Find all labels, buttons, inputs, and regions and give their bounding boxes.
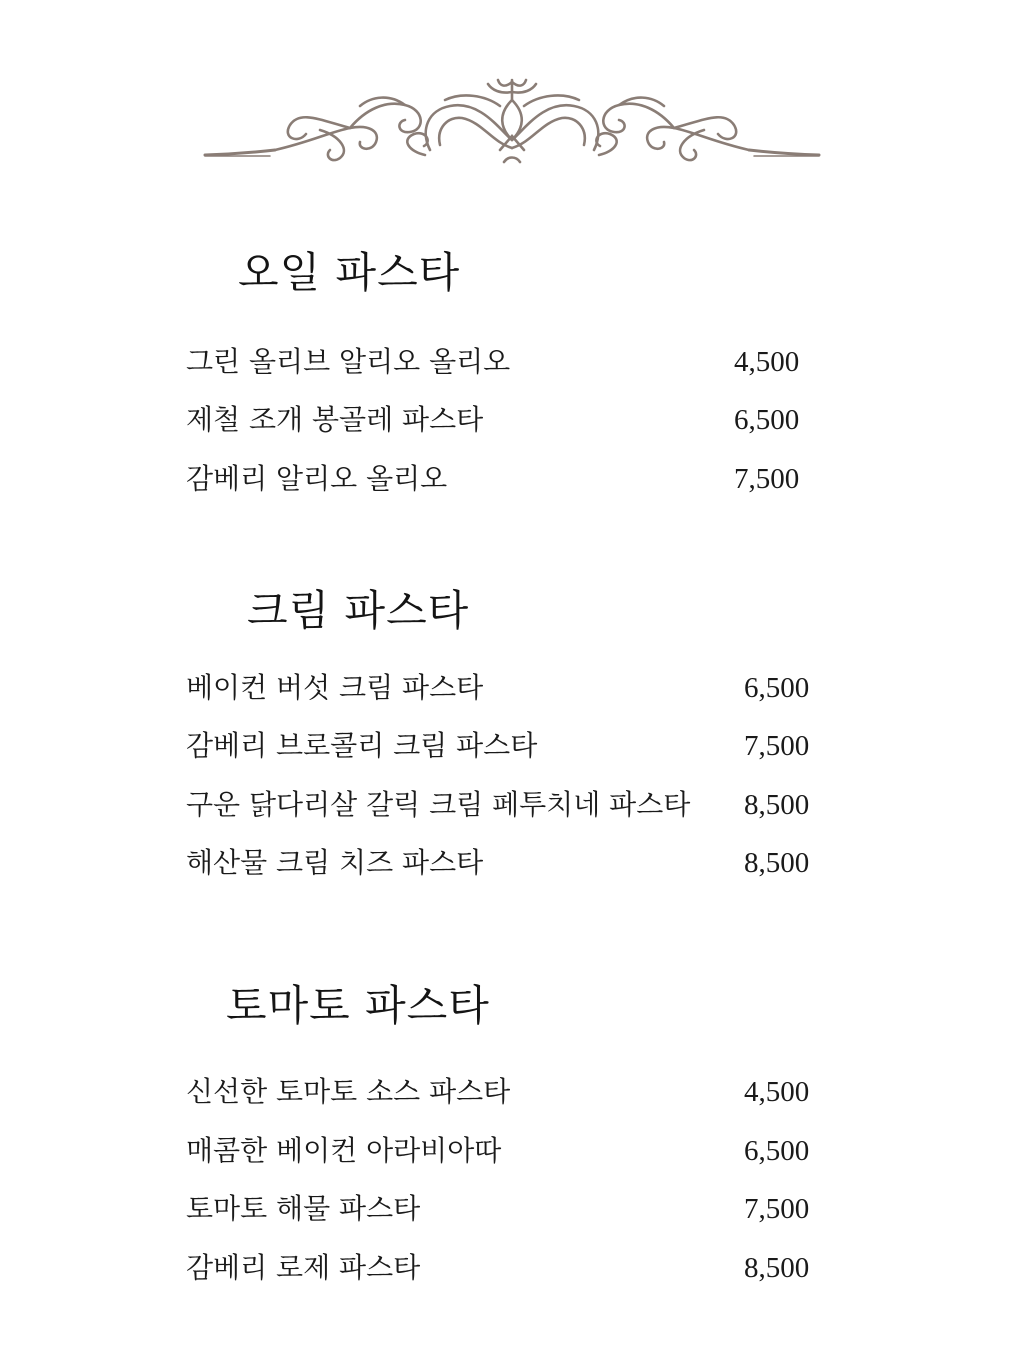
- menu-item-name: 매콤한 베이컨 아라비아따: [186, 1134, 502, 1167]
- menu-item: [186, 1189, 812, 1229]
- menu-item-price: 8,500: [744, 1252, 810, 1284]
- menu-item-price: 7,500: [734, 463, 800, 495]
- menu-item: [186, 459, 802, 499]
- section-title-oil-pasta: 오일 파스타: [238, 248, 461, 297]
- menu-item-price: 4,500: [744, 1076, 810, 1108]
- menu-item: [186, 726, 812, 766]
- menu-item-price: 8,500: [744, 847, 810, 879]
- menu-item-price: 7,500: [744, 1193, 810, 1225]
- section-title-cream-pasta: 크림 파스타: [247, 586, 470, 635]
- menu-item-name: 해산물 크림 치즈 파스타: [186, 846, 484, 879]
- menu-item-price: 6,500: [744, 1135, 810, 1167]
- menu-item-name: 구운 닭다리살 갈릭 크림 페투치네 파스타: [186, 788, 691, 821]
- menu-item: [186, 1072, 812, 1112]
- menu-item-price: 6,500: [734, 404, 800, 436]
- menu-item: [186, 400, 802, 440]
- menu-item: [186, 843, 812, 883]
- menu-item: [186, 1131, 812, 1171]
- menu-item-name: 베이컨 버섯 크림 파스타: [186, 671, 484, 704]
- menu-item-price: 4,500: [734, 346, 800, 378]
- menu-item-name: 감베리 알리오 올리오: [186, 462, 448, 495]
- menu-item: [186, 668, 812, 708]
- menu-item-price: 6,500: [744, 672, 810, 704]
- menu-item-name: 그린 올리브 알리오 올리오: [186, 345, 511, 378]
- menu-item-name: 감베리 브로콜리 크림 파스타: [186, 729, 538, 762]
- menu-item-price: 8,500: [744, 789, 810, 821]
- menu-item: [186, 785, 812, 825]
- menu-item-name: 신선한 토마토 소스 파스타: [186, 1075, 511, 1108]
- menu-item-name: 제철 조개 봉골레 파스타: [186, 403, 484, 436]
- flourish-ornament-icon: [200, 70, 824, 180]
- menu-item-name: 감베리 로제 파스타: [186, 1251, 421, 1284]
- section-title-tomato-pasta: 토마토 파스타: [226, 981, 490, 1030]
- menu-item-price: 7,500: [744, 730, 810, 762]
- menu-item: [186, 342, 802, 382]
- menu-item: [186, 1248, 812, 1288]
- menu-item-name: 토마토 해물 파스타: [186, 1192, 421, 1225]
